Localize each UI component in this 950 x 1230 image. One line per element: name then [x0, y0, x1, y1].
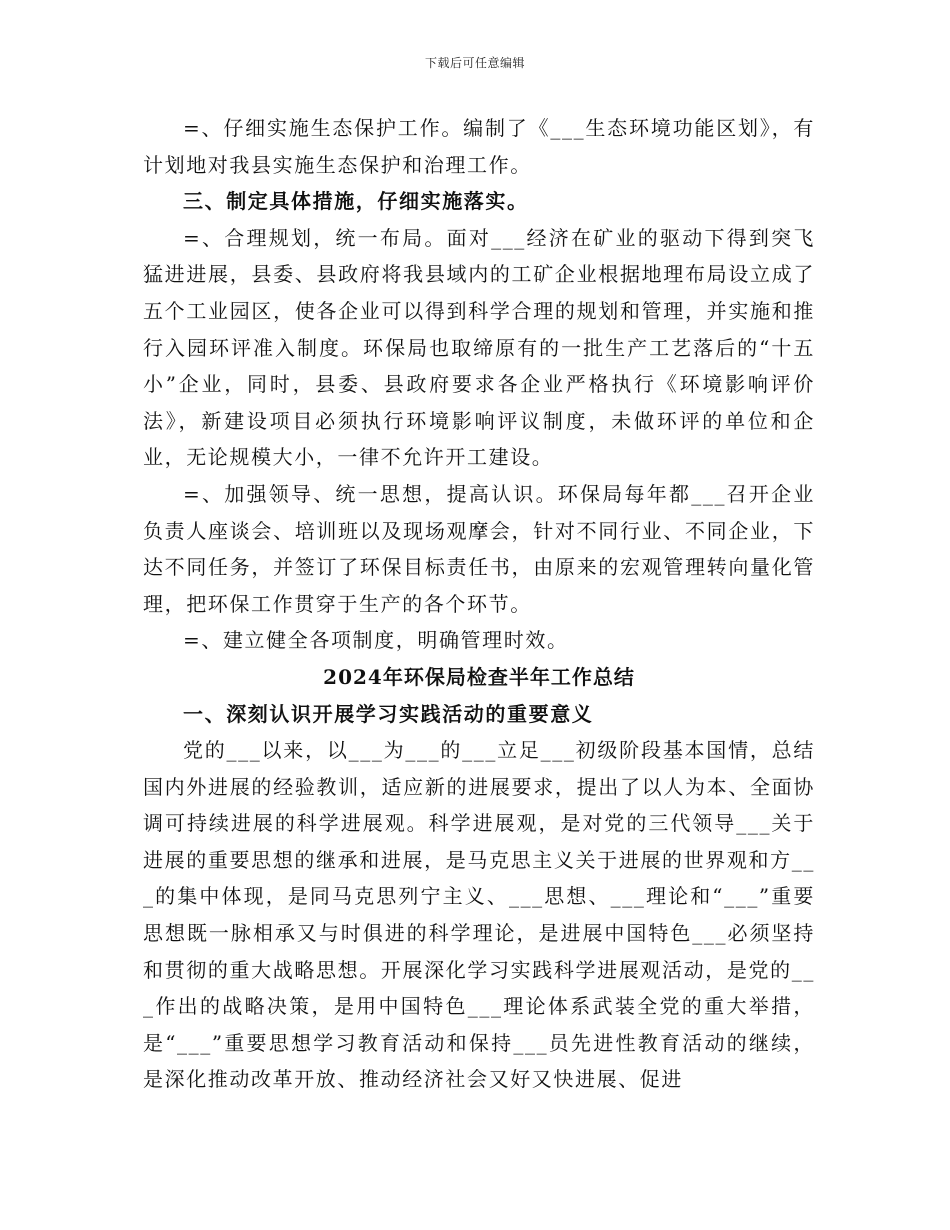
- paragraph-eco-protection: =、仔细实施生态保护工作。编制了《___生态环境功能区划》，有计划地对我县实施生态保护和治理工作。: [143, 116, 815, 177]
- page-header-note: 下载后可任意编辑: [424, 56, 525, 70]
- paragraph-systems: =、建立健全各项制度，明确管理时效。: [183, 628, 569, 653]
- document-title: 2024年环保局检查半年工作总结: [323, 664, 635, 689]
- section-heading-significance: 一、深刻认识开展学习实践活动的重要意义: [183, 701, 594, 726]
- section-heading-measures: 三、制定具体措施，仔细实施落实。: [183, 189, 529, 214]
- paragraph-planning: =、合理规划，统一布局。面对___经济在矿业的驱动下得到突飞猛进进展，县委、县政府将我县域内的工矿企业根据地理布局设立成了五个工业园区，使各企业可以得到科学合理的规划和管理，并实施和推行入园环评准入制度。环保局也取缔原有的一批生产工艺落后的“十五小”企业，同时，县委、县政府要求各企业严格执行《环境影响评价法》，新建设项目必须执行环境影响评议制度，未做环评的单位和企业，无论规模大小，一律不允许开工建设。: [143, 225, 815, 470]
- document-body: [143, 110, 815, 1098]
- paragraph-scientific-development: 党的___以来，以___为___的___立足___初级阶段基本国情，总结国内外进展的经验教训，适应新的进展要求，提出了以人为本、全面协调可持续进展的科学进展观。科学进展观，是对党的三代领导___关于进展的重要思想的继承和进展，是马克思主义关于进展的世界观和方___的集中体现，是同马克思列宁主义、___思想、___理论和“___”重要思想既一脉相承又与时俱进的科学理论，是进展中国特色___必须坚持和贯彻的重大战略思想。开展深化学习实践科学进展观活动，是党的___作出的战略决策，是用中国特色___理论体系武装全党的重大举措，是“___”重要思想学习教育活动和保持___员先进性教育活动的继续，是深化推动改革开放、推动经济社会又好又快进展、促进: [143, 738, 815, 1092]
- paragraph-leadership: =、加强领导、统一思想，提高认识。环保局每年都___召开企业负责人座谈会、培训班以及现场观摩会，针对不同行业、不同企业，下达不同任务，并签订了环保目标责任书，由原来的宏观管理转向量化管理，把环保工作贯穿于生产的各个环节。: [143, 481, 815, 616]
